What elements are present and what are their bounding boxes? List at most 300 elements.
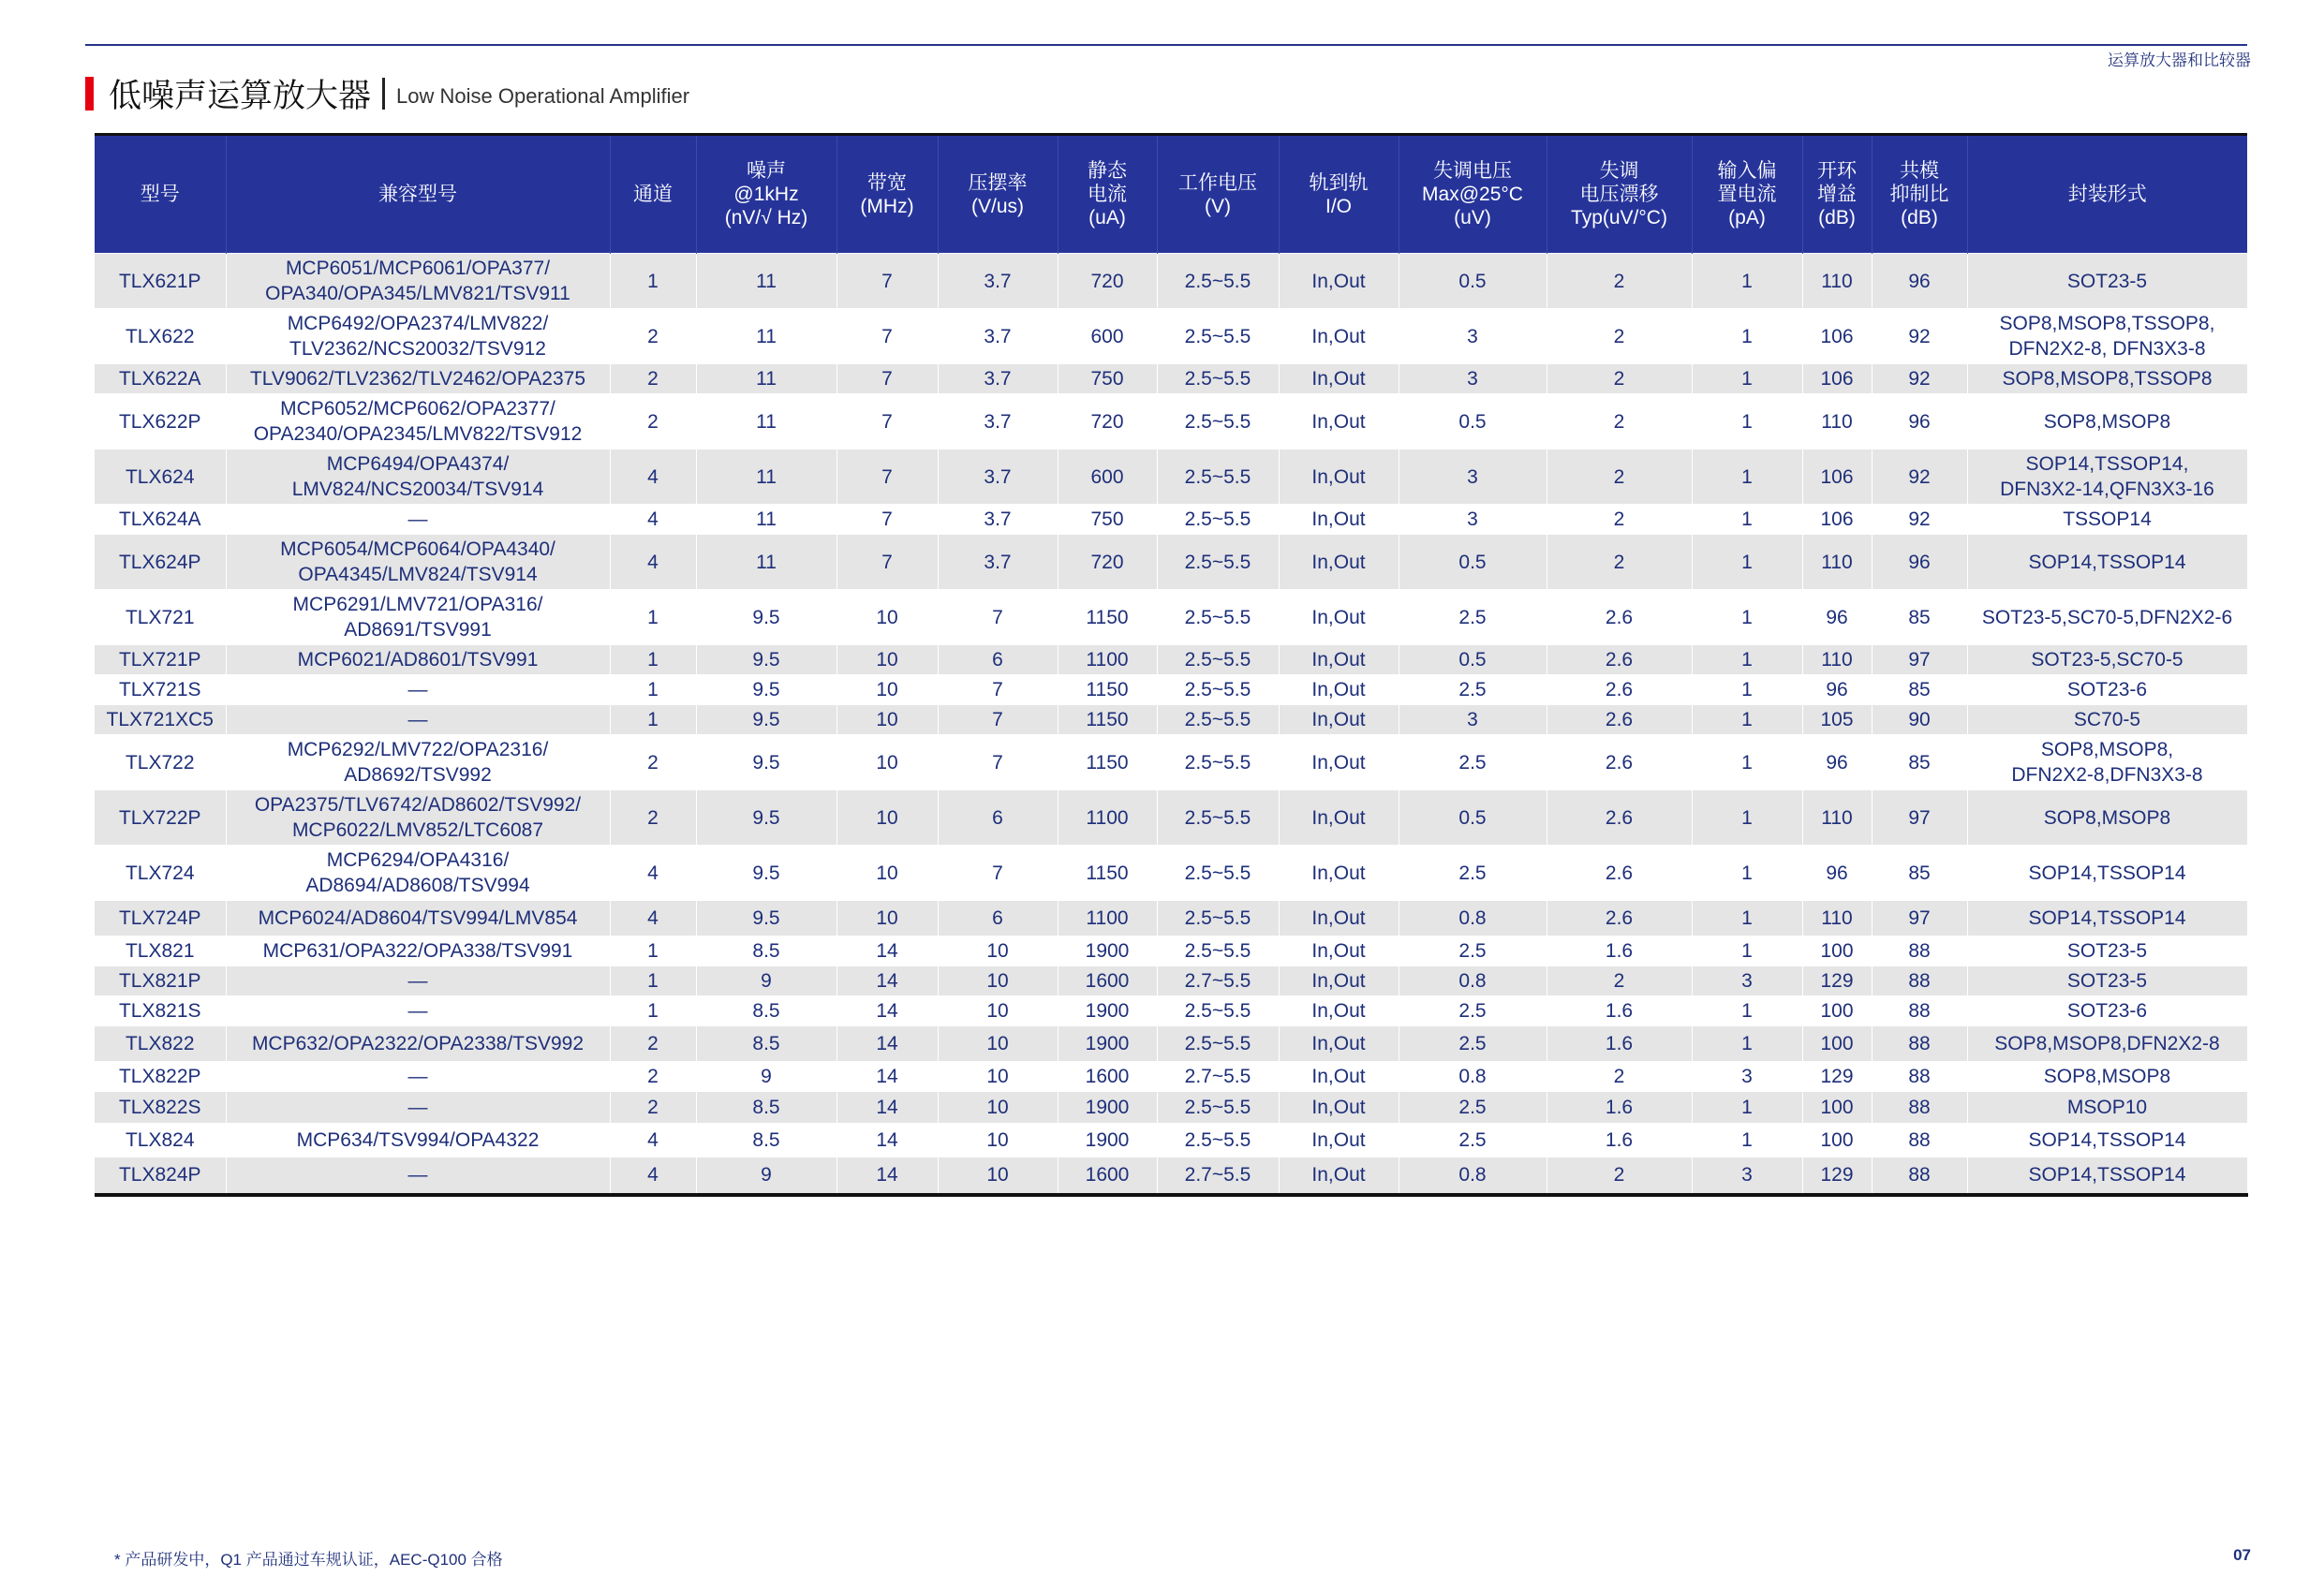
table-cell: 88 bbox=[1872, 996, 1967, 1026]
table-cell: 3 bbox=[1399, 505, 1547, 535]
table-cell: 8.5 bbox=[696, 996, 836, 1026]
table-cell: 2.5~5.5 bbox=[1157, 1092, 1279, 1124]
table-cell: 1 bbox=[1692, 790, 1802, 846]
table-cell: 1 bbox=[1692, 590, 1802, 645]
table-cell: 7 bbox=[836, 450, 938, 505]
table-cell: In,Out bbox=[1279, 590, 1399, 645]
table-cell: TLX822 bbox=[95, 1026, 226, 1062]
table-cell: 11 bbox=[696, 309, 836, 364]
table-cell: 720 bbox=[1058, 535, 1157, 590]
table-cell: MCP632/OPA2322/OPA2338/TSV992 bbox=[226, 1026, 610, 1062]
table-cell: 2.5 bbox=[1399, 1124, 1547, 1157]
table-cell: 3.7 bbox=[938, 364, 1058, 394]
table-cell: 14 bbox=[836, 936, 938, 966]
table-cell: 7 bbox=[836, 309, 938, 364]
table-cell: 3 bbox=[1692, 1062, 1802, 1092]
table-cell: 2.6 bbox=[1547, 735, 1692, 790]
table-cell: 1 bbox=[1692, 996, 1802, 1026]
table-cell: SOP14,TSSOP14 bbox=[1967, 1124, 2247, 1157]
table-cell: 96 bbox=[1872, 254, 1967, 309]
table-cell: 9.5 bbox=[696, 901, 836, 936]
table-cell: 2.6 bbox=[1547, 590, 1692, 645]
table-cell: In,Out bbox=[1279, 394, 1399, 450]
top-rule bbox=[85, 44, 2247, 46]
table-cell: 97 bbox=[1872, 645, 1967, 675]
table-cell: TSSOP14 bbox=[1967, 505, 2247, 535]
table-cell: 10 bbox=[938, 996, 1058, 1026]
table-cell: 2 bbox=[610, 394, 696, 450]
table-row bbox=[95, 1124, 2247, 1157]
table-row bbox=[95, 675, 2247, 705]
table-cell: 106 bbox=[1802, 309, 1872, 364]
table-cell: 7 bbox=[836, 254, 938, 309]
table-cell: MSOP10 bbox=[1967, 1092, 2247, 1124]
table-cell: 11 bbox=[696, 505, 836, 535]
table-cell: 7 bbox=[836, 535, 938, 590]
table-cell: 11 bbox=[696, 364, 836, 394]
column-header: 封装形式 bbox=[1967, 135, 2247, 254]
table-cell: 2.5 bbox=[1399, 936, 1547, 966]
table-cell: 10 bbox=[836, 790, 938, 846]
table-cell: 11 bbox=[696, 254, 836, 309]
table-cell: 7 bbox=[938, 735, 1058, 790]
table-cell: 88 bbox=[1872, 1157, 1967, 1195]
table-cell: 2.5~5.5 bbox=[1157, 645, 1279, 675]
table-cell: 14 bbox=[836, 1092, 938, 1124]
table-cell: 2.5~5.5 bbox=[1157, 309, 1279, 364]
table-cell: 88 bbox=[1872, 1026, 1967, 1062]
table-cell: 2.5~5.5 bbox=[1157, 535, 1279, 590]
table-cell: 85 bbox=[1872, 590, 1967, 645]
table-cell: 3 bbox=[1399, 364, 1547, 394]
table-cell: TLX622A bbox=[95, 364, 226, 394]
table-cell: TLX624A bbox=[95, 505, 226, 535]
table-cell: OPA2375/TLV6742/AD8602/TSV992/ MCP6022/LMV852/LTC6087 bbox=[226, 790, 610, 846]
table-cell: 110 bbox=[1802, 790, 1872, 846]
table-cell: 3 bbox=[1692, 966, 1802, 996]
table-cell: 1 bbox=[1692, 1026, 1802, 1062]
table-cell: 1600 bbox=[1058, 1062, 1157, 1092]
table-cell: 1 bbox=[1692, 505, 1802, 535]
table-cell: 110 bbox=[1802, 254, 1872, 309]
table-cell: 3 bbox=[1692, 1157, 1802, 1195]
table-cell: TLX622P bbox=[95, 394, 226, 450]
table-cell: 85 bbox=[1872, 846, 1967, 901]
table-cell: 100 bbox=[1802, 1124, 1872, 1157]
table-cell: 0.5 bbox=[1399, 254, 1547, 309]
table-cell: 1 bbox=[610, 996, 696, 1026]
table-cell: 85 bbox=[1872, 735, 1967, 790]
table-cell: In,Out bbox=[1279, 901, 1399, 936]
table-cell: 3 bbox=[1399, 705, 1547, 735]
table-cell: 88 bbox=[1872, 1124, 1967, 1157]
table-cell: 2.5~5.5 bbox=[1157, 790, 1279, 846]
table-cell: TLX624 bbox=[95, 450, 226, 505]
table-cell: 2.5~5.5 bbox=[1157, 254, 1279, 309]
table-cell: 3.7 bbox=[938, 505, 1058, 535]
table-row bbox=[95, 846, 2247, 901]
table-cell: In,Out bbox=[1279, 790, 1399, 846]
table-cell: 129 bbox=[1802, 1062, 1872, 1092]
column-header: 输入偏 置电流 (pA) bbox=[1692, 135, 1802, 254]
table-cell: 106 bbox=[1802, 450, 1872, 505]
column-header: 兼容型号 bbox=[226, 135, 610, 254]
table-cell: 2.7~5.5 bbox=[1157, 1157, 1279, 1195]
footnote: * 产品研发中，Q1 产品通过车规认证，AEC-Q100 合格 bbox=[114, 1551, 503, 1569]
table-cell: MCP6024/AD8604/TSV994/LMV854 bbox=[226, 901, 610, 936]
table-cell: 2 bbox=[610, 1092, 696, 1124]
table-cell: 2.6 bbox=[1547, 901, 1692, 936]
table-row bbox=[95, 1092, 2247, 1124]
table-row bbox=[95, 705, 2247, 735]
table-cell: 2 bbox=[1547, 535, 1692, 590]
column-header: 带宽 (MHz) bbox=[836, 135, 938, 254]
table-cell: 110 bbox=[1802, 645, 1872, 675]
table-cell: 9 bbox=[696, 966, 836, 996]
table-cell: 2.5~5.5 bbox=[1157, 996, 1279, 1026]
table-cell: 4 bbox=[610, 846, 696, 901]
table-cell: 10 bbox=[938, 1026, 1058, 1062]
table-cell: 2.5~5.5 bbox=[1157, 735, 1279, 790]
table-cell: 88 bbox=[1872, 1092, 1967, 1124]
table-cell: 2 bbox=[1547, 364, 1692, 394]
table-cell: 1.6 bbox=[1547, 1124, 1692, 1157]
table-row bbox=[95, 450, 2247, 505]
table-cell: 1 bbox=[1692, 705, 1802, 735]
table-cell: 9.5 bbox=[696, 735, 836, 790]
table-cell: 2.5~5.5 bbox=[1157, 675, 1279, 705]
table-cell: SOT23-5 bbox=[1967, 936, 2247, 966]
table-cell: 10 bbox=[938, 1062, 1058, 1092]
table-cell: 9.5 bbox=[696, 675, 836, 705]
table-cell: In,Out bbox=[1279, 996, 1399, 1026]
table-row bbox=[95, 966, 2247, 996]
table-cell: 10 bbox=[938, 1157, 1058, 1195]
table-cell: 8.5 bbox=[696, 936, 836, 966]
table-cell: 2.5 bbox=[1399, 675, 1547, 705]
table-row bbox=[95, 309, 2247, 364]
table-cell: 14 bbox=[836, 1062, 938, 1092]
table-cell: 2.7~5.5 bbox=[1157, 1062, 1279, 1092]
table-row bbox=[95, 936, 2247, 966]
table-cell: 2.5~5.5 bbox=[1157, 1026, 1279, 1062]
table-cell: TLX821 bbox=[95, 936, 226, 966]
table-cell: SOP8,MSOP8 bbox=[1967, 790, 2247, 846]
table-cell: 2 bbox=[1547, 309, 1692, 364]
table-row bbox=[95, 535, 2247, 590]
table-cell: 1150 bbox=[1058, 705, 1157, 735]
table-cell: 2 bbox=[610, 790, 696, 846]
table-cell: 9.5 bbox=[696, 846, 836, 901]
table-cell: 1 bbox=[610, 590, 696, 645]
table-cell: 96 bbox=[1872, 535, 1967, 590]
table-cell: — bbox=[226, 1062, 610, 1092]
table-cell: 7 bbox=[836, 364, 938, 394]
table-cell: 1.6 bbox=[1547, 996, 1692, 1026]
table-cell: In,Out bbox=[1279, 1124, 1399, 1157]
table-cell: 2.5~5.5 bbox=[1157, 450, 1279, 505]
table-cell: 1 bbox=[1692, 901, 1802, 936]
table-cell: 2.6 bbox=[1547, 790, 1692, 846]
table-cell: 2 bbox=[610, 309, 696, 364]
table-cell: 10 bbox=[938, 936, 1058, 966]
table-cell: TLX622 bbox=[95, 309, 226, 364]
table-cell: 600 bbox=[1058, 309, 1157, 364]
table-cell: TLX721 bbox=[95, 590, 226, 645]
table-cell: 6 bbox=[938, 901, 1058, 936]
table-cell: In,Out bbox=[1279, 364, 1399, 394]
table-cell: 8.5 bbox=[696, 1124, 836, 1157]
table-cell: TLV9062/TLV2362/TLV2462/OPA2375 bbox=[226, 364, 610, 394]
table-cell: 0.8 bbox=[1399, 966, 1547, 996]
table-row bbox=[95, 1062, 2247, 1092]
table-cell: 11 bbox=[696, 535, 836, 590]
table-cell: TLX722 bbox=[95, 735, 226, 790]
table-cell: 14 bbox=[836, 966, 938, 996]
table-cell: In,Out bbox=[1279, 450, 1399, 505]
table-cell: SC70-5 bbox=[1967, 705, 2247, 735]
table-cell: In,Out bbox=[1279, 735, 1399, 790]
table-cell: 88 bbox=[1872, 936, 1967, 966]
column-header: 开环 增益 (dB) bbox=[1802, 135, 1872, 254]
title-accent-bar bbox=[85, 77, 94, 111]
column-header: 共模 抑制比 (dB) bbox=[1872, 135, 1967, 254]
column-header: 工作电压 (V) bbox=[1157, 135, 1279, 254]
column-header: 型号 bbox=[95, 135, 226, 254]
table-cell: 8.5 bbox=[696, 1026, 836, 1062]
table-cell: 110 bbox=[1802, 901, 1872, 936]
table-cell: 1 bbox=[1692, 645, 1802, 675]
table-cell: 9.5 bbox=[696, 645, 836, 675]
table-cell: 1 bbox=[1692, 254, 1802, 309]
table-cell: 1 bbox=[1692, 364, 1802, 394]
table-cell: 10 bbox=[836, 645, 938, 675]
column-header: 轨到轨 I/O bbox=[1279, 135, 1399, 254]
title-en: Low Noise Operational Amplifier bbox=[396, 84, 690, 108]
table-cell: — bbox=[226, 505, 610, 535]
table-cell: 2 bbox=[1547, 966, 1692, 996]
table-cell: MCP6052/MCP6062/OPA2377/ OPA2340/OPA2345/LMV822/TSV912 bbox=[226, 394, 610, 450]
table-cell: In,Out bbox=[1279, 705, 1399, 735]
table-cell: In,Out bbox=[1279, 254, 1399, 309]
table-cell: TLX821S bbox=[95, 996, 226, 1026]
table-cell: In,Out bbox=[1279, 645, 1399, 675]
table-cell: 1100 bbox=[1058, 790, 1157, 846]
table-cell: MCP6021/AD8601/TSV991 bbox=[226, 645, 610, 675]
table-cell: TLX821P bbox=[95, 966, 226, 996]
table-cell: 2.5~5.5 bbox=[1157, 705, 1279, 735]
table-cell: 96 bbox=[1802, 735, 1872, 790]
table-cell: 2 bbox=[610, 364, 696, 394]
table-cell: 1 bbox=[1692, 309, 1802, 364]
table-cell: — bbox=[226, 675, 610, 705]
table-cell: 1900 bbox=[1058, 936, 1157, 966]
table-cell: 1 bbox=[1692, 1092, 1802, 1124]
table-row bbox=[95, 364, 2247, 394]
table-row bbox=[95, 790, 2247, 846]
table-cell: 0.5 bbox=[1399, 645, 1547, 675]
table-cell: 0.5 bbox=[1399, 394, 1547, 450]
table-cell: 10 bbox=[836, 901, 938, 936]
table-cell: SOP8,MSOP8 bbox=[1967, 1062, 2247, 1092]
table-cell: 1600 bbox=[1058, 966, 1157, 996]
table-cell: 10 bbox=[836, 735, 938, 790]
table-cell: MCP6292/LMV722/OPA2316/ AD8692/TSV992 bbox=[226, 735, 610, 790]
table-cell: 92 bbox=[1872, 450, 1967, 505]
table-cell: 92 bbox=[1872, 309, 1967, 364]
table-cell: TLX721S bbox=[95, 675, 226, 705]
table-cell: 11 bbox=[696, 394, 836, 450]
table-cell: 2.6 bbox=[1547, 705, 1692, 735]
table-cell: In,Out bbox=[1279, 1062, 1399, 1092]
table-cell: 1.6 bbox=[1547, 1026, 1692, 1062]
table-cell: 96 bbox=[1802, 846, 1872, 901]
table-cell: 3.7 bbox=[938, 394, 1058, 450]
table-cell: TLX822S bbox=[95, 1092, 226, 1124]
table-cell: 6 bbox=[938, 790, 1058, 846]
table-cell: 10 bbox=[836, 705, 938, 735]
table-cell: 9.5 bbox=[696, 705, 836, 735]
table-cell: 3 bbox=[1399, 450, 1547, 505]
table-cell: 1 bbox=[1692, 450, 1802, 505]
table-cell: 2.5 bbox=[1399, 846, 1547, 901]
table-cell: 1150 bbox=[1058, 846, 1157, 901]
table-cell: 1600 bbox=[1058, 1157, 1157, 1195]
table-cell: 10 bbox=[836, 590, 938, 645]
table-cell: SOT23-6 bbox=[1967, 675, 2247, 705]
table-cell: 96 bbox=[1802, 675, 1872, 705]
table-cell: 6 bbox=[938, 645, 1058, 675]
table-cell: 88 bbox=[1872, 1062, 1967, 1092]
table-cell: 14 bbox=[836, 1157, 938, 1195]
table-cell: 97 bbox=[1872, 790, 1967, 846]
table-cell: 2 bbox=[1547, 1062, 1692, 1092]
table-cell: MCP6291/LMV721/OPA316/ AD8691/TSV991 bbox=[226, 590, 610, 645]
table-cell: 10 bbox=[938, 1092, 1058, 1124]
table-cell: MCP6294/OPA4316/ AD8694/AD8608/TSV994 bbox=[226, 846, 610, 901]
table-cell: 4 bbox=[610, 1124, 696, 1157]
table-cell: 110 bbox=[1802, 535, 1872, 590]
table-cell: 2.5 bbox=[1399, 735, 1547, 790]
table-cell: In,Out bbox=[1279, 1157, 1399, 1195]
table-cell: MCP6494/OPA4374/ LMV824/NCS20034/TSV914 bbox=[226, 450, 610, 505]
table-cell: — bbox=[226, 996, 610, 1026]
table-cell: In,Out bbox=[1279, 936, 1399, 966]
column-header: 失调 电压漂移 Typ(uV/°C) bbox=[1547, 135, 1692, 254]
table-cell: 1900 bbox=[1058, 996, 1157, 1026]
table-cell: 7 bbox=[938, 846, 1058, 901]
table-cell: 2.5 bbox=[1399, 590, 1547, 645]
table-cell: 2 bbox=[610, 1062, 696, 1092]
table-cell: 2 bbox=[610, 735, 696, 790]
table-cell: 0.8 bbox=[1399, 1062, 1547, 1092]
table-cell: 7 bbox=[836, 394, 938, 450]
table-cell: 9 bbox=[696, 1157, 836, 1195]
table-cell: SOP8,MSOP8 bbox=[1967, 394, 2247, 450]
table-cell: 1 bbox=[610, 254, 696, 309]
table-cell: 720 bbox=[1058, 394, 1157, 450]
table-cell: 2 bbox=[1547, 505, 1692, 535]
table-cell: 2.5~5.5 bbox=[1157, 364, 1279, 394]
table-cell: 100 bbox=[1802, 1026, 1872, 1062]
table-cell: 4 bbox=[610, 901, 696, 936]
table-cell: 0.5 bbox=[1399, 790, 1547, 846]
table-cell: 2.6 bbox=[1547, 846, 1692, 901]
table-cell: 9 bbox=[696, 1062, 836, 1092]
table-cell: — bbox=[226, 1092, 610, 1124]
column-header: 失调电压 Max@25°C (uV) bbox=[1399, 135, 1547, 254]
table-cell: 3.7 bbox=[938, 309, 1058, 364]
table-cell: 105 bbox=[1802, 705, 1872, 735]
table-cell: 1100 bbox=[1058, 645, 1157, 675]
table-cell: 1 bbox=[1692, 535, 1802, 590]
table-row bbox=[95, 901, 2247, 936]
table-cell: In,Out bbox=[1279, 309, 1399, 364]
table-cell: TLX721P bbox=[95, 645, 226, 675]
table-cell: 129 bbox=[1802, 966, 1872, 996]
table-cell: TLX724 bbox=[95, 846, 226, 901]
table-cell: 2.5~5.5 bbox=[1157, 590, 1279, 645]
table-cell: 2.5~5.5 bbox=[1157, 901, 1279, 936]
table-cell: 2 bbox=[1547, 394, 1692, 450]
table-cell: TLX721XC5 bbox=[95, 705, 226, 735]
table-cell: — bbox=[226, 966, 610, 996]
table-cell: SOT23-5,SC70-5,DFN2X2-6 bbox=[1967, 590, 2247, 645]
table-cell: 3.7 bbox=[938, 535, 1058, 590]
table-cell: In,Out bbox=[1279, 1092, 1399, 1124]
table-row bbox=[95, 1157, 2247, 1195]
table-cell: In,Out bbox=[1279, 846, 1399, 901]
table-cell: 2 bbox=[1547, 1157, 1692, 1195]
table-cell: 2.5~5.5 bbox=[1157, 505, 1279, 535]
table-cell: TLX722P bbox=[95, 790, 226, 846]
table-cell: 88 bbox=[1872, 966, 1967, 996]
table-cell: SOP8,MSOP8,TSSOP8 bbox=[1967, 364, 2247, 394]
table-cell: 14 bbox=[836, 996, 938, 1026]
table-cell: 1150 bbox=[1058, 590, 1157, 645]
table-cell: SOP8,MSOP8,TSSOP8, DFN2X2-8, DFN3X3-8 bbox=[1967, 309, 2247, 364]
column-header: 噪声 @1kHz (nV/√ Hz) bbox=[696, 135, 836, 254]
table-cell: 1.6 bbox=[1547, 936, 1692, 966]
table-cell: 10 bbox=[938, 1124, 1058, 1157]
column-header: 压摆率 (V/us) bbox=[938, 135, 1058, 254]
table-cell: SOP14,TSSOP14 bbox=[1967, 901, 2247, 936]
table-cell: SOP8,MSOP8,DFN2X2-8 bbox=[1967, 1026, 2247, 1062]
table-row bbox=[95, 996, 2247, 1026]
table-cell: 10 bbox=[938, 966, 1058, 996]
table-cell: 1 bbox=[1692, 1124, 1802, 1157]
table-row bbox=[95, 1026, 2247, 1062]
table-cell: 720 bbox=[1058, 254, 1157, 309]
table-cell: 4 bbox=[610, 505, 696, 535]
table-cell: SOP14,TSSOP14 bbox=[1967, 846, 2247, 901]
table-cell: 90 bbox=[1872, 705, 1967, 735]
table-cell: 3 bbox=[1399, 309, 1547, 364]
table-cell: TLX824 bbox=[95, 1124, 226, 1157]
table-cell: 1150 bbox=[1058, 675, 1157, 705]
table-cell: 106 bbox=[1802, 364, 1872, 394]
table-cell: 1 bbox=[1692, 675, 1802, 705]
table-cell: SOT23-5 bbox=[1967, 966, 2247, 996]
table-cell: 7 bbox=[938, 675, 1058, 705]
table-row bbox=[95, 254, 2247, 309]
table-cell: TLX822P bbox=[95, 1062, 226, 1092]
table-cell: 3.7 bbox=[938, 450, 1058, 505]
table-row bbox=[95, 590, 2247, 645]
table-cell: MCP631/OPA322/OPA338/TSV991 bbox=[226, 936, 610, 966]
table-cell: 1 bbox=[610, 936, 696, 966]
page-title bbox=[85, 75, 689, 112]
